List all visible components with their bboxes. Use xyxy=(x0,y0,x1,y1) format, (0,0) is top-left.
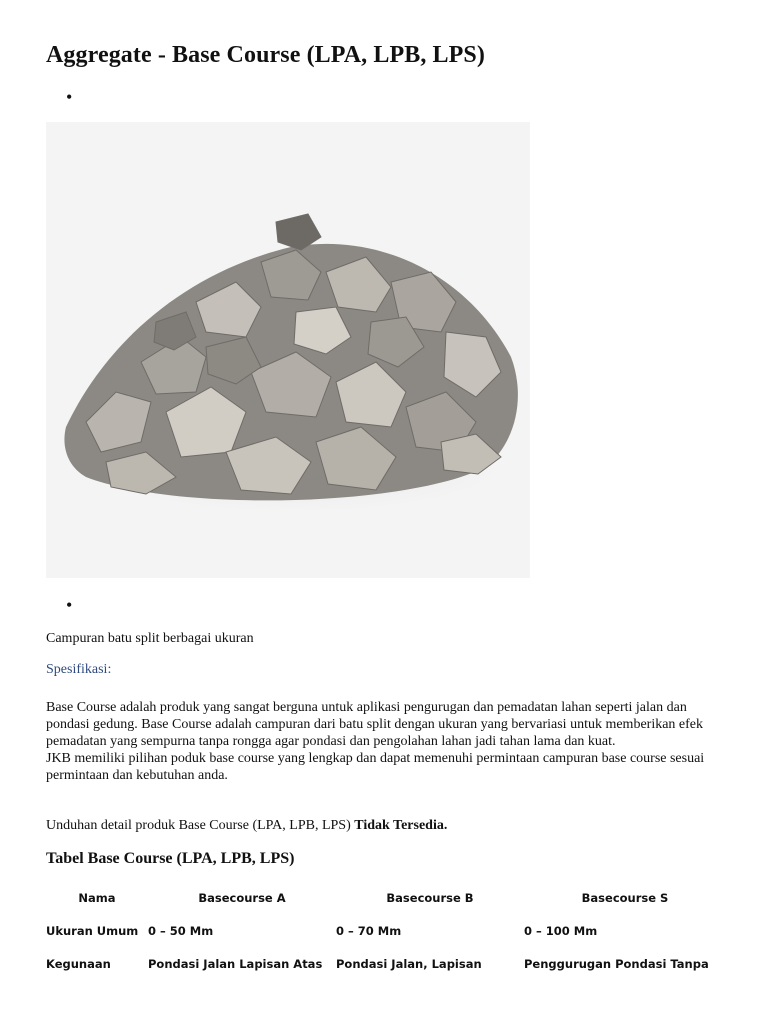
table-header-cell: Basecourse B xyxy=(386,890,474,905)
description-paragraph: Base Course adalah produk yang sangat berguna untuk aplikasi pengurugan dan pemadatan lahan seperti jalan dan pondasi gedung. Base Course adalah campuran dari batu split dengan ukuran yang bervariasi untuk memberikan efek pemadatan yang sempurna tanpa rongga agar pondasi dan pengolahan lahan jadi tahan lama dan kuat. xyxy=(46,700,704,749)
table-cell: Kegunaan xyxy=(46,956,111,971)
table-header-cell: Basecourse A xyxy=(198,890,286,905)
image-caption: Campuran batu split berbagai ukuran xyxy=(46,631,254,646)
page-title: Aggregate - Base Course (LPA, LPB, LPS) xyxy=(46,42,485,68)
table-cell: Penggurugan Pondasi Tanpa xyxy=(524,956,709,971)
table-cell: 0 – 100 Mm xyxy=(524,923,598,938)
table-header-cell: Nama xyxy=(78,890,116,905)
description xyxy=(46,699,726,784)
gravel-pile-photo-icon xyxy=(46,122,530,578)
spec-heading: Spesifikasi: xyxy=(46,662,112,677)
table-cell: Pondasi Jalan, Lapisan xyxy=(336,956,482,971)
list-bullet: • xyxy=(66,595,73,615)
table-row xyxy=(46,947,726,980)
download-status: Tidak Tersedia. xyxy=(354,818,448,833)
description-paragraph: JKB memiliki pilihan poduk base course yang lengkap dan dapat memenuhi permintaan campuran base course sesuai permintaan dan kebutuhan anda. xyxy=(46,751,705,783)
list-bullet: • xyxy=(66,87,73,107)
table-row xyxy=(46,914,726,947)
table-cell: Ukuran Umum xyxy=(46,923,139,938)
table-header-cell: Basecourse S xyxy=(581,890,669,905)
table-header-row xyxy=(46,881,726,914)
table-cell: 0 – 70 Mm xyxy=(336,923,402,938)
spec-table xyxy=(46,881,726,980)
product-image xyxy=(46,122,530,578)
download-info xyxy=(46,818,447,834)
table-cell: 0 – 50 Mm xyxy=(148,923,214,938)
table-cell: Pondasi Jalan Lapisan Atas xyxy=(148,956,323,971)
table-title: Tabel Base Course (LPA, LPB, LPS) xyxy=(46,850,295,867)
download-text: Unduhan detail produk Base Course (LPA, LPB, LPS) xyxy=(46,818,355,833)
